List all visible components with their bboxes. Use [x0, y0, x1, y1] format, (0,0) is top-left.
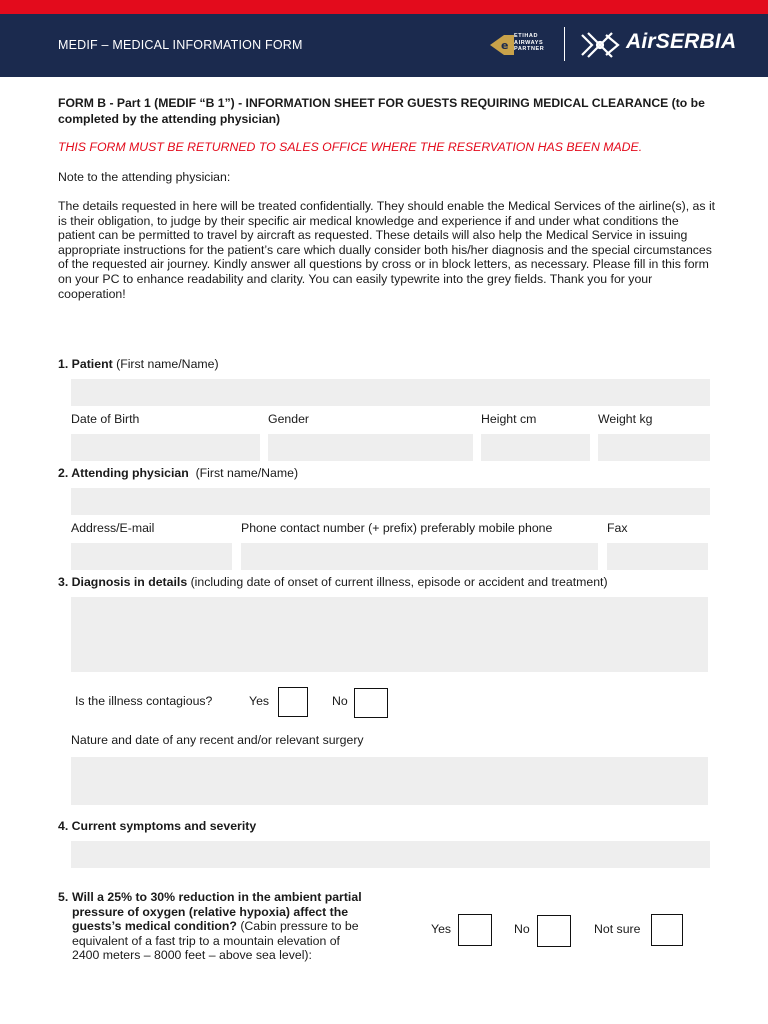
- address-field[interactable]: [71, 543, 232, 570]
- hypoxia-number: 5.: [58, 890, 69, 904]
- etihad-partner-logo: [490, 30, 554, 60]
- gender-label: Gender: [268, 412, 310, 426]
- form-title: FORM B - Part 1 (MEDIF “B 1”) - INFORMATION SHEET FOR GUESTS REQUIRING MEDICAL CLEARANCE (to be completed by the attending physician): [58, 96, 705, 126]
- hypoxia-no-label: No: [514, 922, 530, 936]
- hypoxia-no-checkbox[interactable]: [537, 915, 571, 947]
- diagnosis-field[interactable]: [71, 597, 708, 672]
- etihad-logo-text: ETIHAD AIRWAYS PARTNER: [514, 33, 545, 52]
- svg-text:e: e: [501, 39, 509, 52]
- address-label: Address/E-mail: [71, 521, 155, 535]
- hypoxia-note: (Cabin pressure to be equivalent of a fast trip to a mountain elevation of 2400 meters – 8000 feet – above sea level):: [72, 919, 359, 963]
- airserbia-logo: [578, 27, 748, 61]
- phone-field[interactable]: [241, 543, 598, 570]
- airserbia-wordmark: AirSERBIA: [626, 30, 737, 53]
- height-field[interactable]: [481, 434, 590, 461]
- hypoxia-yes-label: Yes: [431, 922, 452, 936]
- physician-heading: 2. Attending physician (First name/Name): [58, 466, 299, 480]
- hypoxia-question-text: Will a 25% to 30% reduction in the ambient partial pressure of oxygen (relative hypoxia) affect the guests’s medical condition?: [72, 890, 362, 934]
- surgery-label: Nature and date of any recent and/or relevant surgery: [71, 733, 364, 747]
- hypoxia-not-sure-label: Not sure: [594, 922, 641, 936]
- surgery-field[interactable]: [71, 757, 708, 805]
- contagious-yes-checkbox[interactable]: [278, 687, 308, 717]
- contagious-label: Is the illness contagious?: [75, 694, 213, 708]
- physician-note: Note to the attending physician:: [58, 170, 231, 184]
- contagious-no-checkbox[interactable]: [354, 688, 388, 718]
- dob-label: Date of Birth: [71, 412, 140, 426]
- gender-field[interactable]: [268, 434, 473, 461]
- diagnosis-heading: 3. Diagnosis in details (including date of onset of current illness, episode or accident and treatment): [58, 575, 608, 589]
- fax-field[interactable]: [607, 543, 708, 570]
- hypoxia-yes-checkbox[interactable]: [458, 914, 492, 946]
- header-title: MEDIF – MEDICAL INFORMATION FORM: [58, 38, 303, 52]
- top-red-bar: [0, 0, 768, 14]
- physician-name-field[interactable]: [71, 488, 710, 515]
- height-label: Height cm: [481, 412, 537, 426]
- symptoms-heading: 4. Current symptoms and severity: [58, 819, 257, 833]
- hypoxia-not-sure-checkbox[interactable]: [651, 914, 683, 946]
- weight-label: Weight kg: [598, 412, 653, 426]
- etihad-emblem-icon: [490, 30, 516, 60]
- airserbia-ornament-icon: [578, 27, 622, 61]
- logo-divider: [564, 27, 565, 61]
- patient-name-field[interactable]: [71, 379, 710, 406]
- patient-heading: 1. Patient (First name/Name): [58, 357, 219, 371]
- fax-label: Fax: [607, 521, 628, 535]
- contagious-yes-label: Yes: [249, 694, 270, 708]
- symptoms-field[interactable]: [71, 841, 710, 868]
- return-warning: THIS FORM MUST BE RETURNED TO SALES OFFICE WHERE THE RESERVATION HAS BEEN MADE.: [58, 140, 643, 154]
- weight-field[interactable]: [598, 434, 710, 461]
- hypoxia-question: [58, 890, 368, 963]
- phone-label: Phone contact number (+ prefix) preferably mobile phone: [241, 521, 553, 535]
- instructions-paragraph: The details requested in here will be treated confidentially. They should enable the Medical Services of the airline(s), as it is their obligation, to judge by their specific air medical knowledge and experience if and under what conditions the patient can be permitted to travel by aircraft as requested. These details will also help the Medical Service in issuing appropriate instructions for the patient’s care which dually consider both his/her diagnosis and the special circumstances of the requested air journey. Kindly answer all questions by cross or in block letters, as necessary. Please fill in this form on your PC to enhance readability and clarity. You can easily typewrite into the grey fields. Thank you for your cooperation!: [58, 199, 716, 301]
- dob-field[interactable]: [71, 434, 260, 461]
- contagious-no-label: No: [332, 694, 348, 708]
